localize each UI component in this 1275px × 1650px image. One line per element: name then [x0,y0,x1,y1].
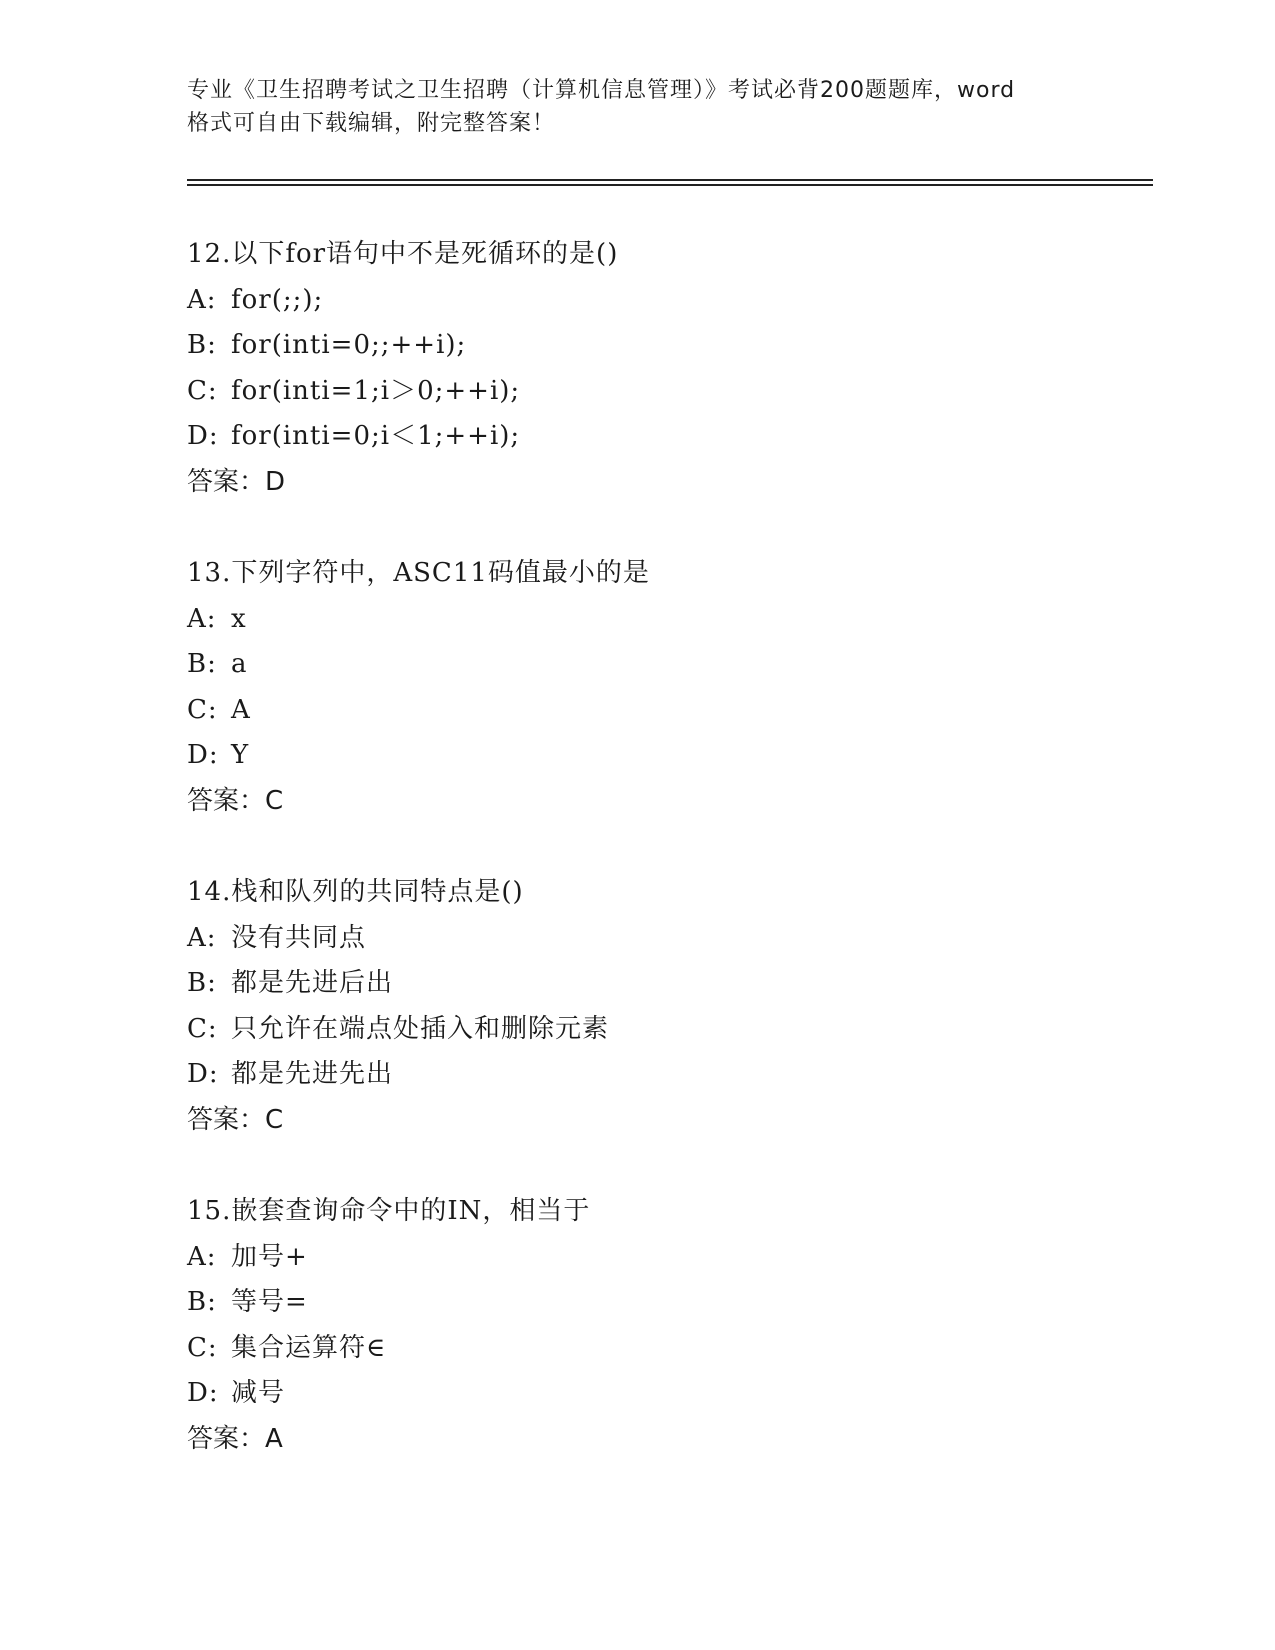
option-letter: D: [187,1059,219,1089]
option-text: for(;;); [231,284,324,315]
option-text: 只允许在端点处插入和删除元素 [231,1013,610,1044]
option-letter: B: [187,330,217,360]
option-text: 都是先进先出 [231,1059,394,1089]
option-text: a [231,649,248,679]
option-a [187,1235,1147,1281]
answer-line: 答案：C [187,1104,284,1135]
option-text: 都是先进后出 [231,968,394,998]
option-d [187,1371,1147,1417]
option-text: 减号 [231,1378,286,1408]
option-letter: A: [187,1241,217,1272]
document-header [187,74,1087,140]
option-letter: C: [187,694,218,725]
option-text: 等号= [231,1287,308,1317]
option-letter: D: [187,1378,219,1408]
option-d [187,733,1147,779]
question-title: 13.下列字符中，ASC11码值最小的是 [187,558,650,588]
option-text: 集合运算符∈ [231,1332,387,1363]
option-b [187,961,1147,1007]
option-c [187,688,1147,734]
option-letter: C: [187,1332,218,1363]
option-c [187,1007,1147,1053]
option-letter: B: [187,1287,217,1317]
option-letter: D: [187,740,219,770]
option-letter: C: [187,375,218,406]
option-text: x [231,603,247,634]
question-14 [187,870,1147,1143]
option-b [187,642,1147,688]
option-a [187,916,1147,962]
option-d [187,414,1147,460]
option-letter: A: [187,603,217,634]
option-d [187,1052,1147,1098]
question-13 [187,551,1147,824]
answer-line: 答案：A [187,1423,283,1454]
option-text: A [231,694,251,725]
option-letter: D: [187,421,219,451]
option-a [187,278,1147,324]
option-letter: B: [187,968,217,998]
option-text: for(inti=0;;++i); [231,330,467,360]
option-letter: B: [187,649,217,679]
option-text: Y [231,740,250,770]
header-line-1: 专业《卫生招聘考试之卫生招聘（计算机信息管理）》考试必背200题题库，word [187,78,1016,103]
option-b [187,1280,1147,1326]
option-c [187,369,1147,415]
option-b [187,323,1147,369]
header-divider-top [187,179,1153,181]
question-title: 15.嵌套查询命令中的IN，相当于 [187,1196,591,1226]
option-letter: A: [187,922,217,953]
option-letter: A: [187,284,217,315]
header-line-2: 格式可自由下载编辑，附完整答案！ [187,111,556,136]
option-letter: C: [187,1013,218,1044]
answer-line: 答案：D [187,466,286,497]
header-divider-bottom [187,184,1153,186]
option-text: 加号+ [231,1241,308,1272]
option-text: for(inti=1;i＞0;++i); [231,375,521,406]
option-c [187,1326,1147,1372]
option-text: 没有共同点 [231,922,367,953]
question-title: 12.以下for语句中不是死循环的是() [187,239,619,269]
question-title: 14.栈和队列的共同特点是() [187,877,524,907]
answer-line: 答案：C [187,785,284,816]
option-a [187,597,1147,643]
question-12 [187,232,1147,505]
question-15 [187,1189,1147,1462]
option-text: for(inti=0;i＜1;++i); [231,421,521,451]
